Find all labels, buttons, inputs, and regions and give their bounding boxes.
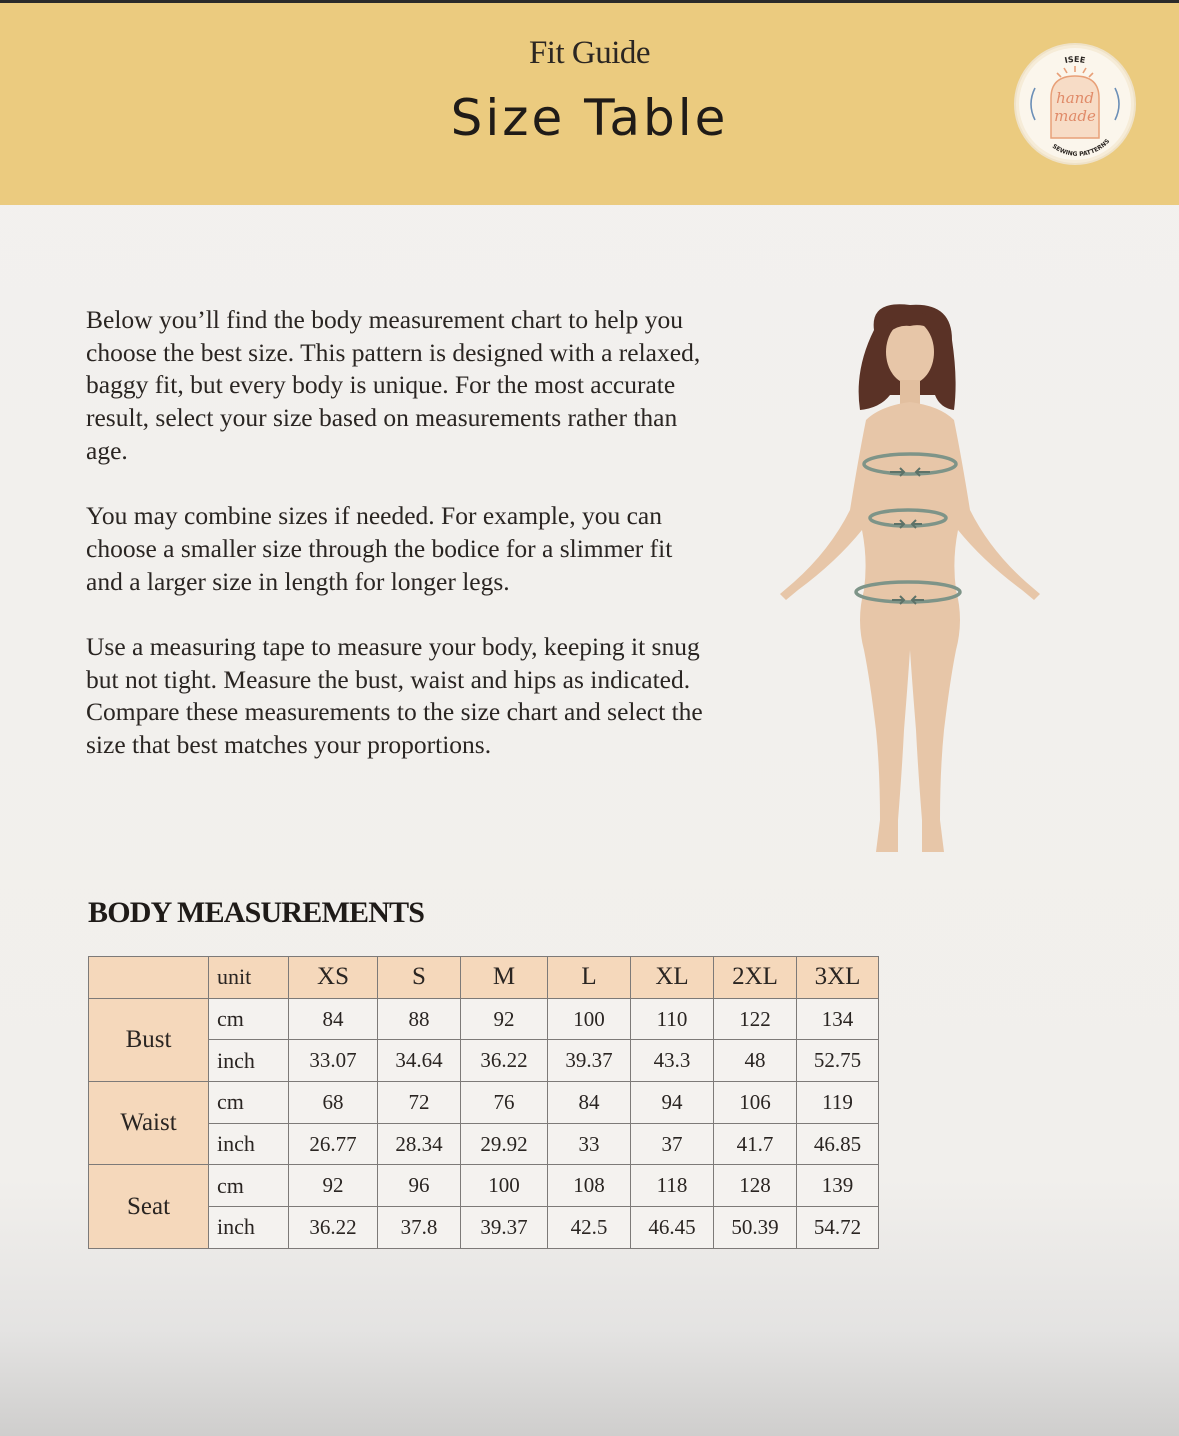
unit-cell: cm bbox=[209, 1165, 289, 1207]
body-silhouette-icon bbox=[770, 300, 1050, 860]
table-cell: 39.37 bbox=[461, 1207, 548, 1249]
table-cell: 128 bbox=[714, 1165, 797, 1207]
table-cell: 46.85 bbox=[797, 1123, 879, 1165]
table-cell: 28.34 bbox=[378, 1123, 461, 1165]
size-header: M bbox=[461, 957, 548, 999]
table-cell: 72 bbox=[378, 1082, 461, 1124]
intro-paragraph-1: Below you’ll find the body measurement chart to help you choose the best size. This pattern is designed with a relaxed, baggy fit, but every body is unique. For the most accurate result, select your size based on measurements rather than age. bbox=[86, 305, 701, 465]
measurement-label: Seat bbox=[89, 1165, 209, 1248]
size-header: 3XL bbox=[797, 957, 879, 999]
table-row bbox=[89, 1082, 879, 1124]
size-header: L bbox=[548, 957, 631, 999]
page-header bbox=[0, 3, 1179, 205]
table-cell: 50.39 bbox=[714, 1207, 797, 1249]
size-table bbox=[88, 956, 879, 1249]
table-cell: 88 bbox=[378, 998, 461, 1040]
table-cell: 92 bbox=[461, 998, 548, 1040]
table-cell: 84 bbox=[289, 998, 378, 1040]
unit-header: unit bbox=[209, 957, 289, 999]
unit-cell: cm bbox=[209, 1082, 289, 1124]
logo-main-1: hand bbox=[1056, 89, 1094, 107]
table-cell: 100 bbox=[461, 1165, 548, 1207]
table-cell: 36.22 bbox=[461, 1040, 548, 1082]
table-corner bbox=[89, 957, 209, 999]
measurement-label: Bust bbox=[89, 998, 209, 1081]
size-header: XL bbox=[631, 957, 714, 999]
table-row bbox=[89, 998, 879, 1040]
size-header: S bbox=[378, 957, 461, 999]
table-cell: 108 bbox=[548, 1165, 631, 1207]
size-header: XS bbox=[289, 957, 378, 999]
table-cell: 119 bbox=[797, 1082, 879, 1124]
table-cell: 54.72 bbox=[797, 1207, 879, 1249]
table-row bbox=[89, 1165, 879, 1207]
page-title: Size Table bbox=[450, 89, 729, 147]
table-cell: 42.5 bbox=[548, 1207, 631, 1249]
table-cell: 134 bbox=[797, 998, 879, 1040]
intro-paragraph-3: Use a measuring tape to measure your body, keeping it snug but not tight. Measure the bust, waist and hips as indicated. Compare these measurements to the size chart and select the size that best matches your proportions. bbox=[86, 632, 703, 760]
table-cell: 26.77 bbox=[289, 1123, 378, 1165]
table-cell: 110 bbox=[631, 998, 714, 1040]
table-cell: 118 bbox=[631, 1165, 714, 1207]
table-cell: 34.64 bbox=[378, 1040, 461, 1082]
table-cell: 122 bbox=[714, 998, 797, 1040]
size-header: 2XL bbox=[714, 957, 797, 999]
table-cell: 100 bbox=[548, 998, 631, 1040]
logo-bottom-text: SEWING PATTERNS bbox=[1050, 137, 1112, 158]
table-cell: 33.07 bbox=[289, 1040, 378, 1082]
table-cell: 46.45 bbox=[631, 1207, 714, 1249]
table-cell: 52.75 bbox=[797, 1040, 879, 1082]
table-cell: 36.22 bbox=[289, 1207, 378, 1249]
measurement-label: Waist bbox=[89, 1082, 209, 1165]
table-header-row bbox=[89, 957, 879, 999]
table-cell: 76 bbox=[461, 1082, 548, 1124]
header-kicker: Fit Guide bbox=[528, 35, 651, 71]
table-cell: 84 bbox=[548, 1082, 631, 1124]
table-cell: 39.37 bbox=[548, 1040, 631, 1082]
table-cell: 29.92 bbox=[461, 1123, 548, 1165]
table-cell: 106 bbox=[714, 1082, 797, 1124]
table-cell: 94 bbox=[631, 1082, 714, 1124]
table-cell: 48 bbox=[714, 1040, 797, 1082]
table-cell: 139 bbox=[797, 1165, 879, 1207]
logo-main-2: made bbox=[1054, 107, 1096, 125]
table-cell: 96 bbox=[378, 1165, 461, 1207]
logo-top-text: ISEE bbox=[1063, 54, 1087, 66]
handmade-logo bbox=[1013, 42, 1137, 166]
section-title: BODY MEASUREMENTS bbox=[88, 896, 425, 929]
table-cell: 43.3 bbox=[631, 1040, 714, 1082]
intro-paragraph-2: You may combine sizes if needed. For example, you can choose a smaller size through the bodice for a slimmer fit and a larger size in length for longer legs. bbox=[86, 501, 673, 596]
table-cell: 68 bbox=[289, 1082, 378, 1124]
unit-cell: inch bbox=[209, 1040, 289, 1082]
table-cell: 92 bbox=[289, 1165, 378, 1207]
unit-cell: cm bbox=[209, 998, 289, 1040]
table-cell: 37.8 bbox=[378, 1207, 461, 1249]
unit-cell: inch bbox=[209, 1207, 289, 1249]
unit-cell: inch bbox=[209, 1123, 289, 1165]
table-cell: 37 bbox=[631, 1123, 714, 1165]
table-cell: 41.7 bbox=[714, 1123, 797, 1165]
intro-text bbox=[86, 304, 706, 795]
table-cell: 33 bbox=[548, 1123, 631, 1165]
